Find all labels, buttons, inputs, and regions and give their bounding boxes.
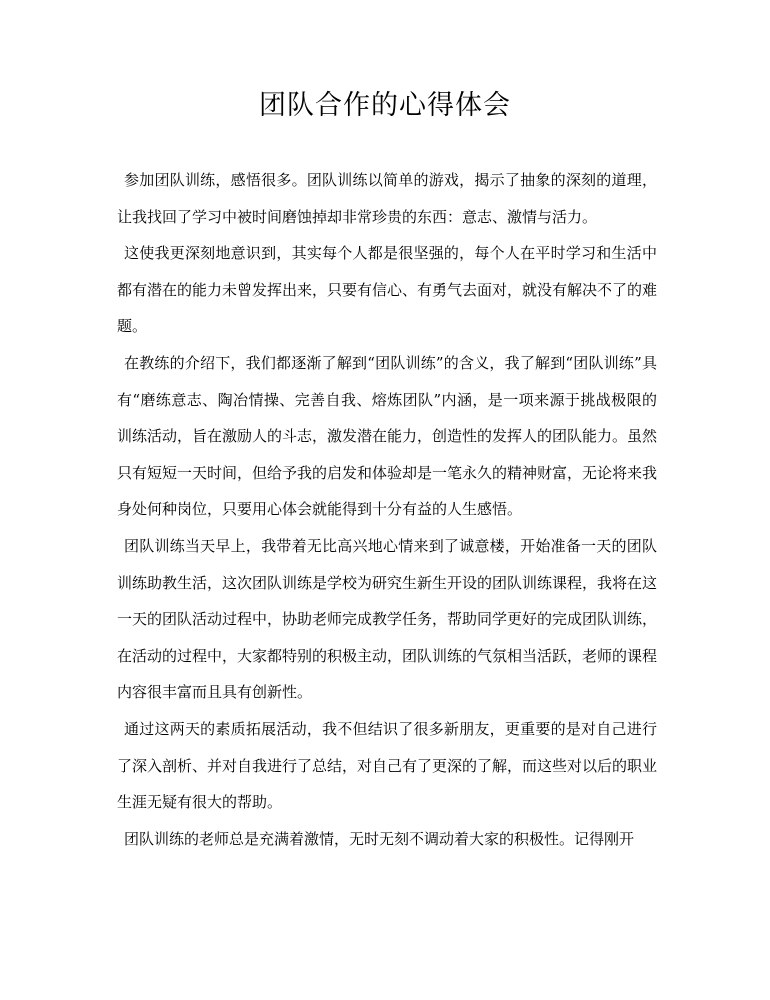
paragraph: 参加团队训练，感悟很多。团队训练以简单的游戏，揭示了抽象的深刻的道理，让我找回了学习中被时间磨蚀掉却非常珍贵的东西：意志、激情与活力。 <box>117 171 657 226</box>
paragraph: 通过这两天的素质拓展活动，我不但结识了很多新朋友，更重要的是对自己进行了深入剖析、并对自我进行了总结，对自己有了更深的了解，而这些对以后的职业生涯无疑有很大的帮助。 <box>117 719 658 812</box>
document-title: 团队合作的心得体会 <box>259 90 511 121</box>
paragraph: 这使我更深刻地意识到，其实每个人都是很坚强的，每个人在平时学习和生活中都有潜在的能力未曾发挥出来，只要有信心、有勇气去面对，就没有解决不了的难题。 <box>117 244 658 336</box>
paragraph: 在教练的介绍下，我们都逐渐了解到“团队训练”的含义，我了解到“团队训练”具有“磨练意志、陶冶情操、完善自我、熔炼团队”内涵，是一项来源于挑战极限的训练活动，旨在激励人的斗志，激发潜在能力，创造性的发挥人的团队能力。虽然只有短短一天时间，但给予我的启发和体验却是一笔永久的精神财富，无论将来我身处何种岗位，只要用心体会就能得到十分有益的人生感悟。 <box>117 353 658 519</box>
document-body <box>117 162 657 857</box>
paragraph: 团队训练的老师总是充满着激情，无时无刻不调动着大家的积极性。记得刚开 <box>124 829 635 848</box>
paragraph: 团队训练当天早上，我带着无比高兴地心情来到了诚意楼，开始准备一天的团队训练助教生活，这次团队训练是学校为研究生新生开设的团队训练课程，我将在这一天的团队活动过程中，协助老师完成教学任务，帮助同学更好的完成团队训练，在活动的过程中，大家都特别的积极主动，团队训练的气氛相当活跃，老师的课程内容很丰富而且具有创新性。 <box>117 536 658 702</box>
